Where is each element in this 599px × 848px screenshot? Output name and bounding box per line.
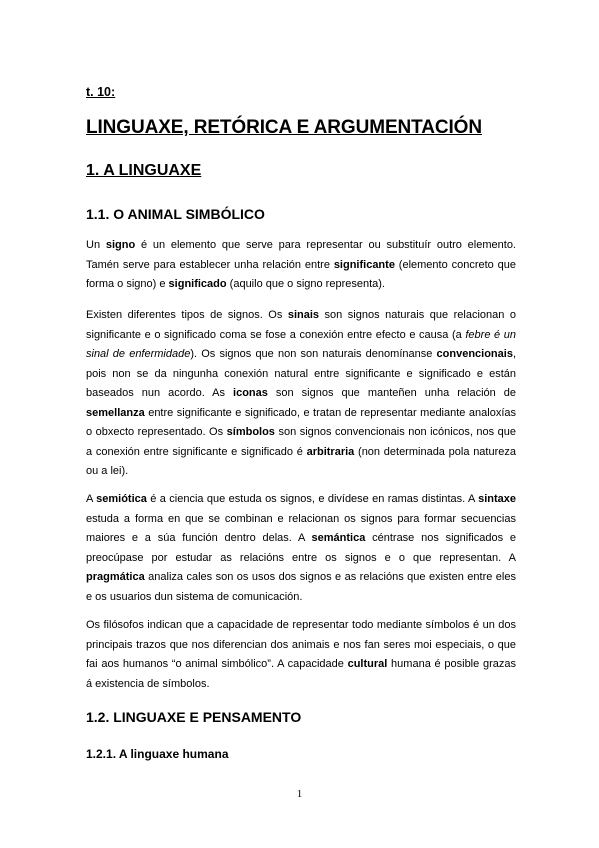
section-heading-1: 1. A LINGUAXE xyxy=(86,162,202,179)
bold-term: semántica xyxy=(311,532,366,544)
bold-term: convencionais xyxy=(436,348,513,360)
section-heading-1-2-1: 1.2.1. A linguaxe humana xyxy=(86,747,229,761)
bold-term: significante xyxy=(333,258,395,271)
text-run: , pois non se da ningunha conexión natural entre significante e significado e están baseados nun acordo. As xyxy=(86,348,517,399)
bold-term: signo xyxy=(105,239,136,251)
text-run: son signos naturais que relacionan o significante e o significado coma se fose a conexión entre efecto e causa (a xyxy=(86,309,516,341)
paragraph-signo xyxy=(86,236,516,295)
text-run: A xyxy=(86,493,97,505)
text-run: Os filósofos indican que a capacidade de representar todo mediante símbolos é un dos principais trazos que nos diferencian dos animais e nos fan seres moi especiais, o que fai aos humanos “o animal simbólico”. A capacidade xyxy=(86,619,516,670)
bold-term: semellanza xyxy=(86,406,145,419)
text-run: (non determinada pola natureza ou a lei). xyxy=(86,445,516,477)
bold-term: significado xyxy=(168,278,227,290)
bold-term: semiótica xyxy=(96,493,147,505)
paragraph-tipos-de-signos xyxy=(86,306,516,482)
text-run: analiza cales son os usos dos signos e as relacións que existen entre eles e os usuarios dun sistema de comunicación. xyxy=(86,571,516,603)
text-run: son signos convencionais non icónicos, nos que a conexión entre significante e significado é xyxy=(86,426,517,458)
text-run: Existen diferentes tipos de signos. Os xyxy=(86,309,288,321)
document-title: LINGUAXE, RETÓRICA E ARGUMENTACIÓN xyxy=(86,117,482,138)
paragraph-animal-simbolico xyxy=(86,616,516,694)
section-heading-1-1: 1.1. O ANIMAL SIMBÓLICO xyxy=(86,206,265,222)
bold-term: pragmática xyxy=(86,571,145,583)
italic-example: febre é un sinal de enfermidade xyxy=(86,328,516,360)
text-run: estuda a forma en que se combinan e relacionan os signos para formar secuencias maiores e a súa función dentro delas. A xyxy=(86,512,516,544)
text-run: é un elemento que serve para representar ou substituír outro elemento. Tamén serve para establecer unha relación entre xyxy=(86,239,516,271)
section-heading-1-2: 1.2. LINGUAXE E PENSAMENTO xyxy=(86,709,302,725)
text-run: (elemento concreto que forma o signo) e xyxy=(86,258,516,290)
bold-term: iconas xyxy=(233,387,268,399)
bold-term: cultural xyxy=(347,658,388,670)
bold-term: sinais xyxy=(287,309,320,321)
paragraph-semiotica xyxy=(86,490,516,607)
text-run: humana é posible grazas á existencia de símbolos. xyxy=(86,658,516,690)
text-run: céntrase nos significados e preocúpase por estudar as relacións entre os signos e o que representan. A xyxy=(86,532,516,564)
text-run: (aquilo que o signo representa). xyxy=(226,278,385,290)
bold-term: símbolos xyxy=(226,426,275,438)
text-run: ). Os signos que non son naturais denomínanse xyxy=(190,348,437,360)
unit-label: t. 10: xyxy=(86,85,116,99)
bold-term: arbitraria xyxy=(306,445,355,458)
text-run: é a ciencia que estuda os signos, e divídese en ramas distintas. A xyxy=(146,493,479,505)
text-run: entre significante e significado, e tratan de representar mediante analoxías o obxecto representado. Os xyxy=(86,406,516,438)
text-run: son signos que manteñen unha relación de xyxy=(267,387,516,399)
page-number: 1 xyxy=(296,788,303,800)
bold-term: sintaxe xyxy=(478,493,516,505)
text-run: Un xyxy=(86,239,106,251)
